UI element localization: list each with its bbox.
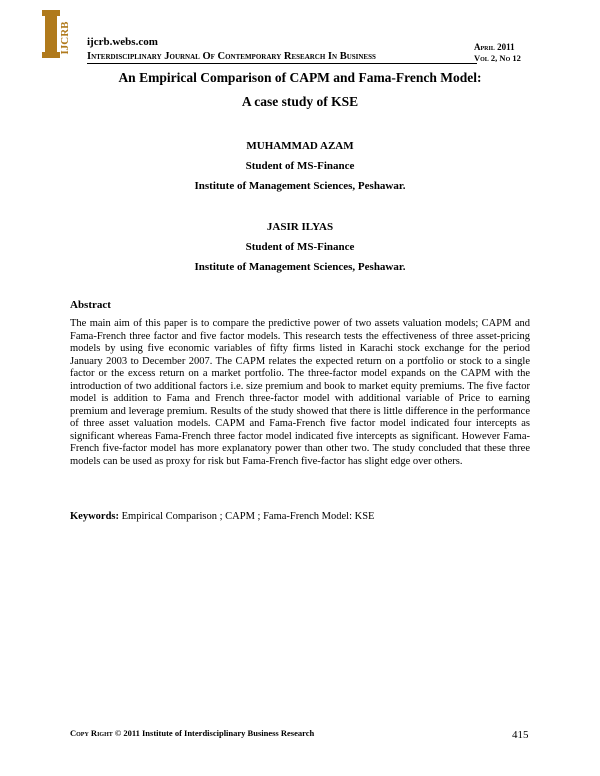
copyright-text: Copy Right © 2011 bbox=[70, 728, 140, 738]
paper-title: An Empirical Comparison of CAPM and Fama-French Model: bbox=[118, 70, 482, 85]
issue-date: April 2011 bbox=[474, 42, 515, 52]
author-name: MUHAMMAD AZAM bbox=[246, 140, 354, 152]
svg-text:IJCRB: IJCRB bbox=[59, 21, 71, 55]
footer-copyright bbox=[70, 728, 314, 738]
abstract-heading: Abstract bbox=[70, 299, 111, 311]
author-role: Student of MS-Finance bbox=[245, 241, 355, 253]
site-url[interactable]: ijcrb.webs.com bbox=[87, 36, 158, 48]
author-affiliation: Institute of Management Sciences, Peshawar. bbox=[194, 180, 406, 192]
issue-volume: Vol 2, No 12 bbox=[474, 53, 521, 63]
journal-logo bbox=[40, 8, 82, 60]
paper-subtitle: A case study of KSE bbox=[241, 94, 359, 109]
institute-text: Institute of Interdisciplinary Business Research bbox=[142, 728, 315, 738]
keywords-text: Empirical Comparison ; CAPM ; Fama-French Model: KSE bbox=[121, 511, 375, 522]
keywords bbox=[70, 511, 374, 522]
journal-name: Interdisciplinary Journal Of Contemporary Research In Business bbox=[87, 51, 477, 64]
keywords-label: Keywords: bbox=[70, 511, 119, 522]
author-name: JASIR ILYAS bbox=[266, 221, 334, 233]
abstract-body: The main aim of this paper is to compare the predictive power of two assets valuation models; CAPM and Fama-French three factor and five factor models. This research tests the effectiveness of three asset-pricing models by using five economic variables of fifty firms listed in Karachi stock exchange for the period January 2003 to December 2007. The CAPM relates the expected return on a portfolio or stock to a single factor or the excess return on a market portfolio. The three-factor model expands on the CAPM with the introduction of two additional factors i.e. size premium and book to market equity premiums. The five factor model is addition to Fama and French three-factor model with additional variable of Price to earning premium and leverage premium. Results of the study showed that there is little difference in the performance of three asset valuation models. CAPM and Fama-French five factor model indicated four intercepts as significant whereas Fama-French three factor model indicated five intercepts as significant. However Fama-French five-factor model has more explanatory power than other two. The study concluded that these three models can be used as proxy for risk but Fama-French five-factor has slight edge over others. bbox=[70, 318, 530, 467]
page-number: 415 bbox=[512, 729, 529, 741]
author-role: Student of MS-Finance bbox=[245, 160, 355, 172]
author-affiliation: Institute of Management Sciences, Peshawar. bbox=[194, 261, 406, 273]
